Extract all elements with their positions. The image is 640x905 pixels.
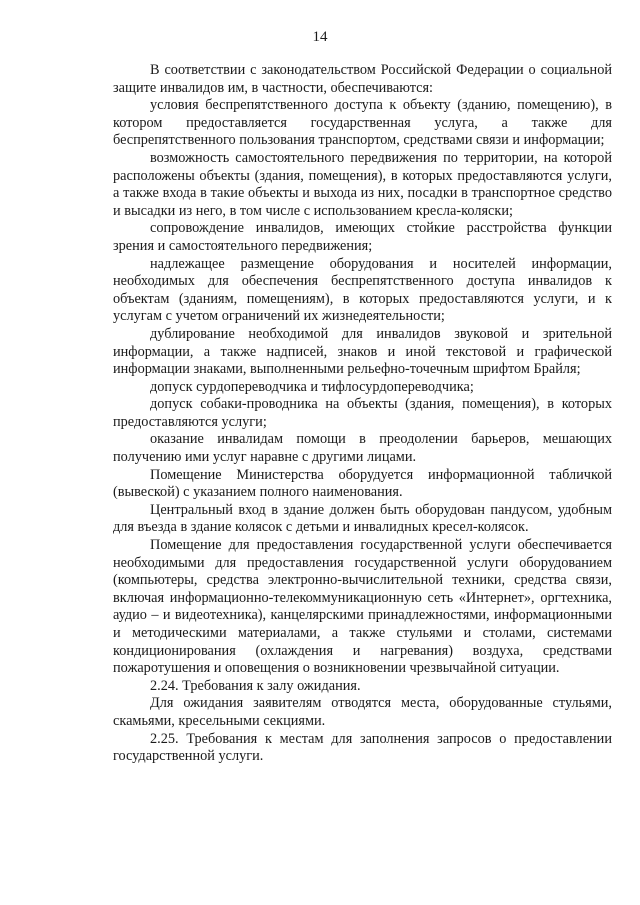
paragraph: допуск сурдопереводчика и тифлосурдопереводчика; bbox=[150, 378, 474, 395]
paragraph: Центральный вход в здание должен быть оборудован пандусом, удобным для въезда в здание колясок с детьми и инвалидных кресел-колясок. bbox=[113, 501, 612, 536]
paragraph: Помещение Министерства оборудуется информационной табличкой (вывеской) с указанием полного наименования. bbox=[113, 466, 612, 501]
paragraph: Помещение для предоставления государственной услуги обеспечивается необходимыми для предоставления государственной услуги оборудованием (компьютеры, средства электронно-вычислительной техники, средства связи, включая информационно-телекоммуникационную сеть «Интернет», оргтехника, аудио – и видеотехника), канцелярскими принадлежностями, информационными и методическими материалами, а также стульями и столами, системами кондиционирования (охлаждения и нагревания) воздуха, средствами пожаротушения и оповещения о возникновении чрезвычайной ситуации. bbox=[113, 537, 612, 677]
paragraph: надлежащее размещение оборудования и носителей информации, необходимых для обеспечения беспрепятственного доступа инвалидов к объектам (зданиям, помещениям), в которых предоставляются услуги, и к услугам с учетом ограничений их жизнедеятельности; bbox=[113, 255, 612, 325]
section-heading: 2.24. Требования к залу ожидания. bbox=[150, 677, 361, 694]
paragraph: В соответствии с законодательством Российской Федерации о социальной защите инвалидов им, в частности, обеспечиваются: bbox=[113, 62, 612, 96]
paragraph: возможность самостоятельного передвижения по территории, на которой расположены объекты (здания, помещения), в которых предоставляются услуги, а также входа в такие объекты и выхода из них, посадки в транспортное средство и высадки из него, в том числе с использованием кресла-коляски; bbox=[113, 149, 612, 219]
paragraph: Для ожидания заявителям отводятся места, оборудованные стульями, скамьями, кресельными секциями. bbox=[113, 695, 612, 729]
paragraph: дублирование необходимой для инвалидов звуковой и зрительной информации, а также надписей, знаков и иной текстовой и графической информации знаками, выполненными рельефно-точечным шрифтом Брайля; bbox=[113, 325, 612, 378]
paragraph: сопровождение инвалидов, имеющих стойкие расстройства функции зрения и самостоятельного передвижения; bbox=[113, 220, 612, 254]
paragraph: допуск собаки-проводника на объекты (здания, помещения), в которых предоставляются услуги; bbox=[113, 396, 612, 430]
paragraph: условия беспрепятственного доступа к объекту (зданию, помещению), в котором предоставляется государственная услуга, а также для беспрепятственного пользования транспортом, средствами связи и информации; bbox=[113, 97, 612, 149]
section-heading: 2.25. Требования к местам для заполнения запросов о предоставлении государственной услуги. bbox=[113, 730, 612, 765]
paragraph: оказание инвалидам помощи в преодолении барьеров, мешающих получению ими услуг наравне с другими лицами. bbox=[113, 431, 612, 466]
page-number: 14 bbox=[312, 29, 328, 45]
document-body bbox=[113, 62, 612, 766]
